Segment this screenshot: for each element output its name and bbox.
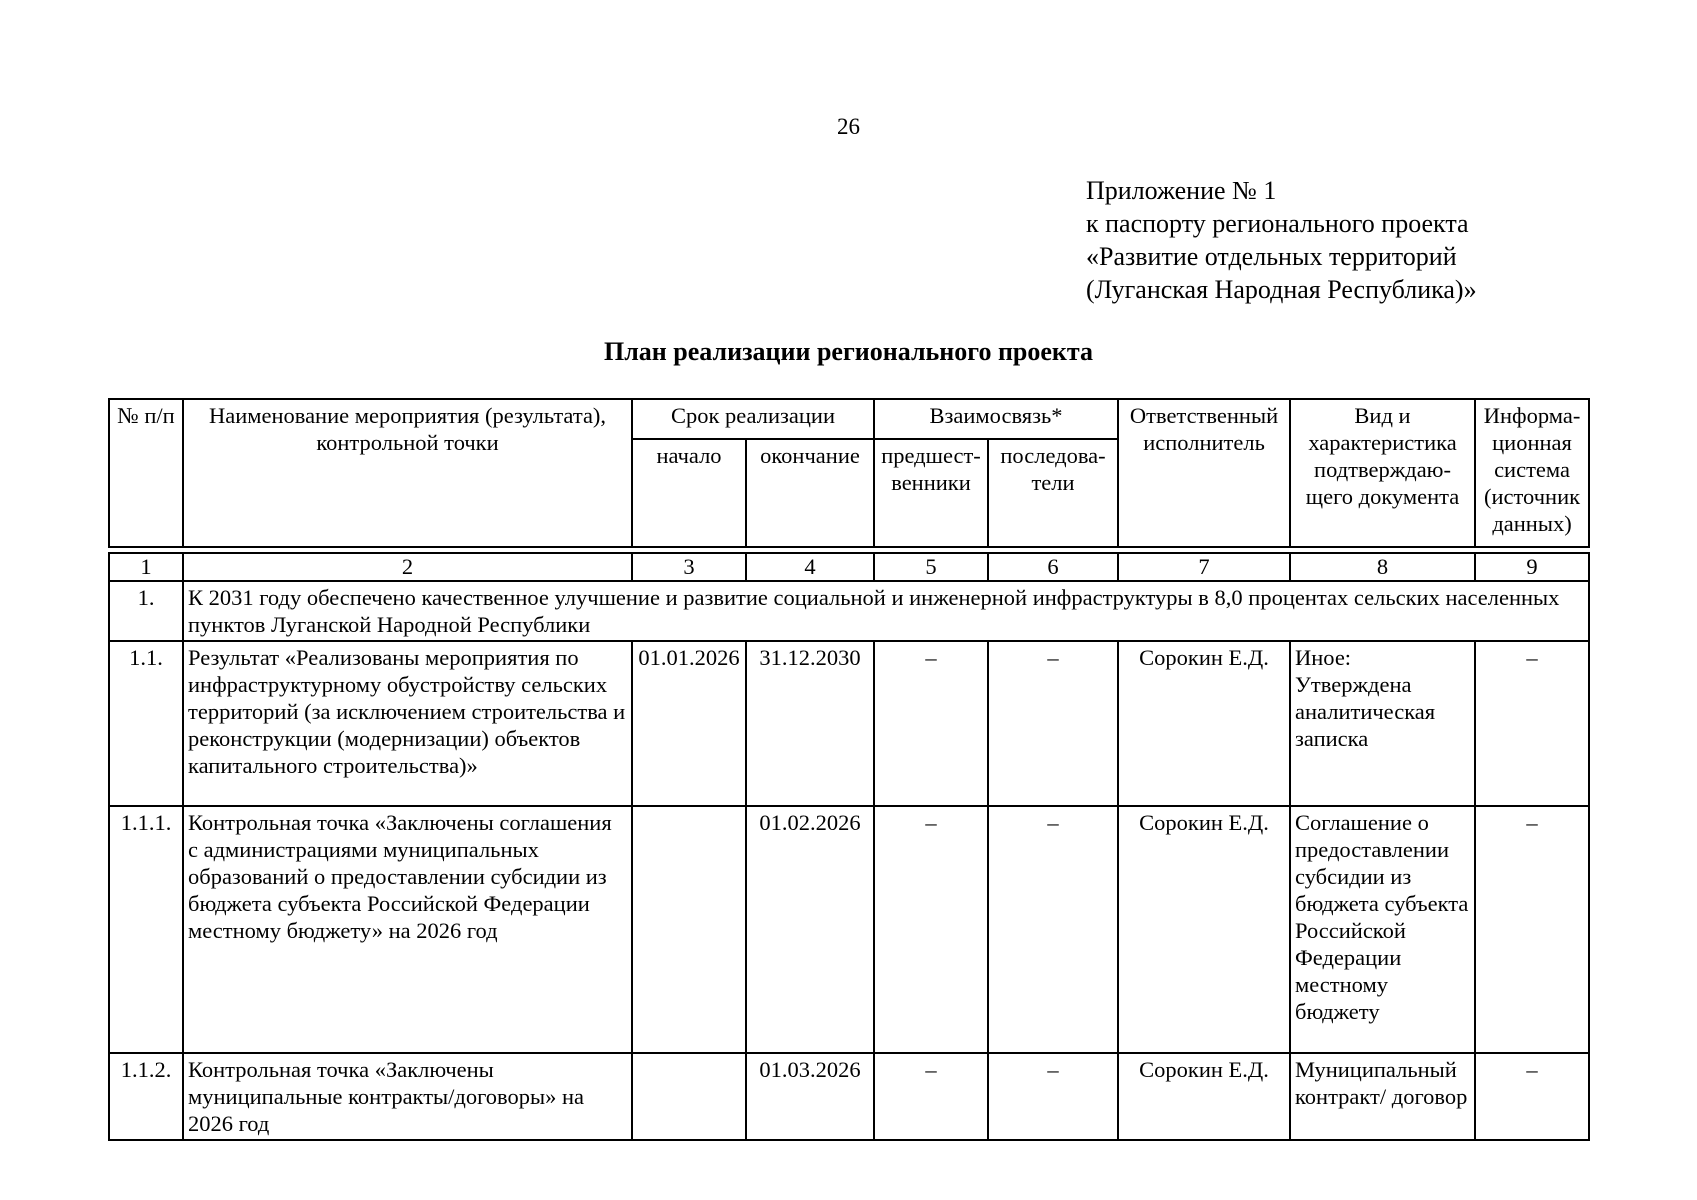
table-row: [109, 581, 1589, 641]
header-doc-type: Вид и характеристика подтверждаю-щего документа: [1290, 399, 1475, 547]
header-name: Наименование мероприятия (результата), контрольной точки: [183, 399, 632, 547]
header-predecessors: предшест-венники: [874, 439, 988, 547]
row-start: [632, 806, 746, 1053]
header-info-system: Информа-ционная система (источник данных): [1475, 399, 1589, 547]
row-end: 01.02.2026: [746, 806, 874, 1053]
row-doc: Иное: Утверждена аналитическая записка: [1290, 641, 1475, 806]
row-num: 1.1.: [109, 641, 183, 806]
row-doc: Соглашение о предоставлении субсидии из бюджета субъекта Российской Федерации местному бюджету: [1290, 806, 1475, 1053]
row-info: –: [1475, 641, 1589, 806]
row-name: Контрольная точка «Заключены соглашения с администрациями муниципальных образований о предоставлении субсидии из бюджета субъекта Российской Федерации местному бюджету» на 2026 год: [183, 806, 632, 1053]
header-relation: Взаимосвязь*: [874, 399, 1118, 439]
table-row: [109, 641, 1589, 806]
row-predecessors: –: [874, 1053, 988, 1140]
table-row: [109, 1053, 1589, 1140]
column-numbers-row: [108, 552, 1590, 582]
column-number: 7: [1118, 553, 1290, 581]
plan-table-body: [108, 580, 1590, 1141]
row-responsible: Сорокин Е.Д.: [1118, 1053, 1290, 1140]
document-title: План реализации регионального проекта: [604, 337, 1093, 366]
row-num: 1.: [109, 581, 183, 641]
row-responsible: Сорокин Е.Д.: [1118, 806, 1290, 1053]
row-predecessors: –: [874, 806, 988, 1053]
row-start: 01.01.2026: [632, 641, 746, 806]
row-info: –: [1475, 1053, 1589, 1140]
row-name: Результат «Реализованы мероприятия по инфраструктурному обустройству сельских территорий (за исключением строительства и реконструкции (модернизации) объектов капитального строительства)»: [183, 641, 632, 806]
column-number: 5: [874, 553, 988, 581]
header-responsible: Ответственный исполнитель: [1118, 399, 1290, 547]
row-predecessors: –: [874, 641, 988, 806]
row-doc: Муниципальный контракт/ договор: [1290, 1053, 1475, 1140]
column-number: 8: [1290, 553, 1475, 581]
column-number: 3: [632, 553, 746, 581]
column-number: 2: [183, 553, 632, 581]
row-successors: –: [988, 1053, 1118, 1140]
row-end: 01.03.2026: [746, 1053, 874, 1140]
header-start: начало: [632, 439, 746, 547]
page-number: 26: [837, 114, 860, 139]
table-row: [109, 806, 1589, 1053]
row-num: 1.1.2.: [109, 1053, 183, 1140]
column-number: 1: [109, 553, 183, 581]
header-period: Срок реализации: [632, 399, 874, 439]
appendix-line-1: Приложение № 1: [1086, 176, 1277, 205]
row-successors: –: [988, 806, 1118, 1053]
row-name: Контрольная точка «Заключены муниципальные контракты/договоры» на 2026 год: [183, 1053, 632, 1140]
header-end: окончание: [746, 439, 874, 547]
appendix-line-4: (Луганская Народная Республика)»: [1086, 275, 1477, 304]
plan-table-header: [108, 398, 1590, 548]
row-num: 1.1.1.: [109, 806, 183, 1053]
column-number: 9: [1475, 553, 1589, 581]
row-start: [632, 1053, 746, 1140]
appendix-line-2: к паспорту регионального проекта: [1086, 209, 1469, 238]
appendix-line-3: «Развитие отдельных территорий: [1086, 242, 1457, 271]
row-successors: –: [988, 641, 1118, 806]
row-info: –: [1475, 806, 1589, 1053]
row-responsible: Сорокин Е.Д.: [1118, 641, 1290, 806]
header-successors: последова-тели: [988, 439, 1118, 547]
appendix-block: [1086, 174, 1477, 306]
header-num: № п/п: [109, 399, 183, 547]
row-end: 31.12.2030: [746, 641, 874, 806]
column-number: 4: [746, 553, 874, 581]
goal-text: К 2031 году обеспечено качественное улучшение и развитие социальной и инженерной инфраструктуры в 8,0 процентах сельских населенных пунктов Луганской Народной Республики: [183, 581, 1589, 641]
column-number: 6: [988, 553, 1118, 581]
